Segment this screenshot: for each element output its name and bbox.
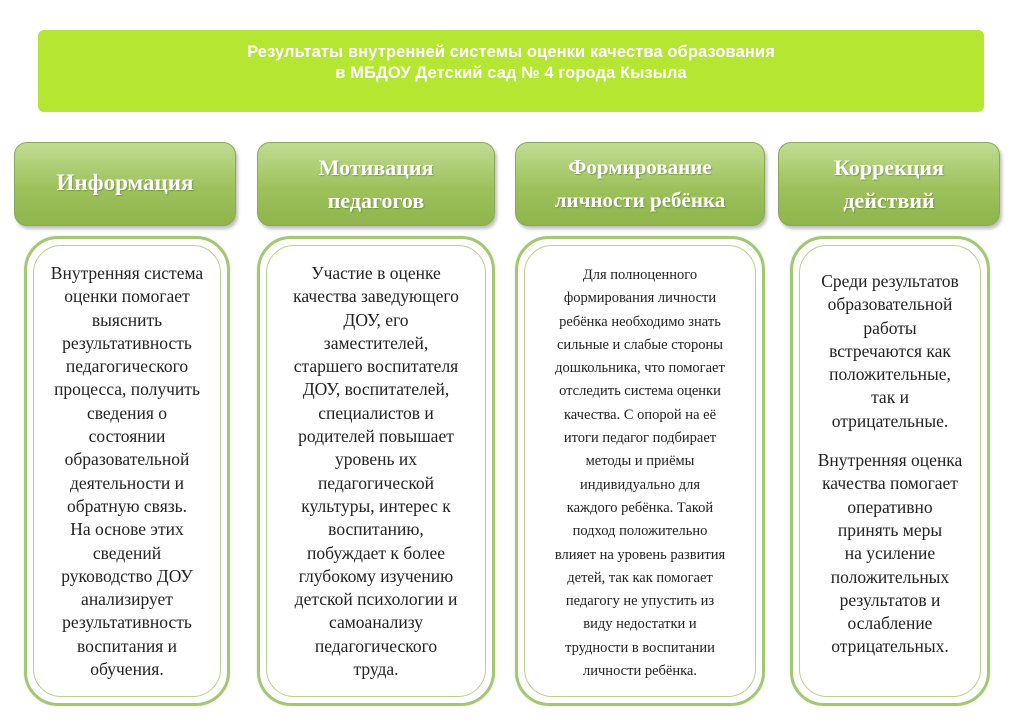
text-line: качества. С опорой на её: [563, 406, 717, 423]
card-text: [524, 245, 756, 697]
text-line: заместителей,: [323, 332, 429, 353]
text-line: руководство ДОУ: [61, 565, 193, 586]
text-line: встречаются как: [829, 340, 951, 361]
text-line: выяснить: [91, 309, 163, 330]
text-line: глубокому изучению: [298, 565, 454, 586]
header-line: Формирование: [568, 155, 712, 179]
text-line: положительные,: [829, 364, 951, 385]
text-line: дошкольника, что помогает: [555, 360, 725, 377]
text-line: методы и приёмы: [585, 453, 695, 470]
card-korrektsiya: [790, 236, 990, 706]
text-line: положительных: [830, 566, 950, 587]
text-line: работы: [863, 317, 917, 338]
card-text: [799, 245, 981, 697]
text-line: результативность: [62, 332, 192, 353]
text-line: воспитания и: [77, 635, 177, 656]
text-line: педагогу не упустить из: [565, 593, 715, 610]
text-line: детей, так как помогает: [567, 569, 713, 586]
text-line: самоанализу: [328, 612, 424, 633]
title-line-1: Результаты внутренней системы оценки качества образования: [247, 43, 775, 61]
text-line: каждого ребёнка. Такой: [566, 499, 714, 516]
text-line: оценки помогает: [64, 286, 190, 307]
text-line: принять меры: [837, 519, 943, 540]
text-line: формирования личности: [563, 290, 717, 307]
text-line: состоянии: [88, 426, 166, 447]
header-informatsiya: [14, 142, 236, 226]
text-line: анализирует: [81, 589, 173, 610]
text-line: Внутренняя оценка: [817, 450, 963, 471]
card-motivatsiya: [257, 236, 495, 706]
title-line-2: в МБДОУ Детский сад № 4 города Кызыла: [335, 64, 687, 82]
text-line: качества помогает: [822, 473, 958, 494]
text-line: ДОУ, воспитателей,: [302, 379, 450, 400]
header-formirovanie: [515, 142, 765, 226]
card-informatsiya: [24, 236, 230, 706]
header-line: Коррекция: [833, 155, 945, 180]
text-line: образовательной: [64, 449, 190, 470]
text-line: сведения о: [86, 402, 168, 423]
text-line: результатов и: [839, 589, 941, 610]
text-line: ДОУ, его: [343, 309, 409, 330]
text-line: детской психологии и: [294, 589, 458, 610]
header-motivatsiya: [257, 142, 495, 226]
text-line: сильные и слабые стороны: [556, 336, 724, 353]
text-line: процесса, получить: [54, 379, 200, 400]
text-line: деятельности и: [70, 472, 184, 493]
text-line: образовательной: [827, 294, 953, 315]
text-line: личности ребёнка.: [583, 663, 697, 680]
text-line: родителей повышает: [298, 426, 454, 447]
text-line: влияет на уровень развития: [554, 546, 726, 563]
text-line: оперативно: [847, 496, 933, 517]
text-line: ослабление: [847, 613, 933, 634]
text-line: специалистов и: [318, 402, 434, 423]
text-line: Внутренняя система: [50, 263, 204, 283]
title-banner: [38, 30, 984, 112]
text-line: виду недостатки и: [583, 616, 697, 633]
header-korrektsiya: [778, 142, 1000, 226]
card-formirovanie: [515, 236, 765, 706]
text-line: отрицательных.: [831, 636, 949, 657]
text-line: Участие в оценке: [311, 263, 441, 283]
text-line: ребёнка необходимо знать: [559, 313, 721, 330]
text-line: обратную связь.: [66, 495, 188, 516]
text-line: уровень их: [334, 449, 417, 470]
header-line: Мотивация: [318, 155, 434, 180]
text-line: педагогического: [65, 356, 189, 377]
text-line: труда.: [353, 659, 399, 680]
text-line: трудности в воспитании: [565, 639, 715, 656]
text-line: результативность: [62, 612, 192, 633]
text-line: сведений: [92, 542, 162, 563]
card-text: [33, 245, 221, 697]
text-line: старшего воспитателя: [293, 356, 459, 377]
text-line: на усиление: [844, 543, 936, 564]
text-line: отрицательные.: [831, 410, 949, 431]
text-line: педагогического: [314, 635, 438, 656]
header-line: Информация: [56, 169, 194, 195]
text-line: побуждает к более: [307, 542, 445, 563]
text-line: Для полноценного: [582, 267, 698, 283]
header-line: педагогов: [327, 188, 425, 213]
text-line: воспитанию,: [328, 519, 424, 540]
text-line: культуры, интерес к: [301, 495, 451, 516]
header-line: действий: [843, 188, 935, 213]
card-text: [266, 245, 486, 697]
text-line: качества заведующего: [293, 286, 459, 307]
text-line: Среди результатов: [821, 271, 959, 291]
text-line: подход положительно: [572, 523, 708, 540]
text-line: На основе этих: [70, 519, 184, 540]
text-line: индивидуально для: [579, 476, 701, 493]
header-line: личности ребёнка: [554, 188, 726, 212]
text-line: итоги педагог подбирает: [563, 430, 717, 447]
text-line: педагогической: [317, 472, 435, 493]
text-line: отследить система оценки: [559, 383, 721, 400]
text-line: так и: [871, 387, 909, 408]
text-line: обучения.: [90, 659, 164, 680]
